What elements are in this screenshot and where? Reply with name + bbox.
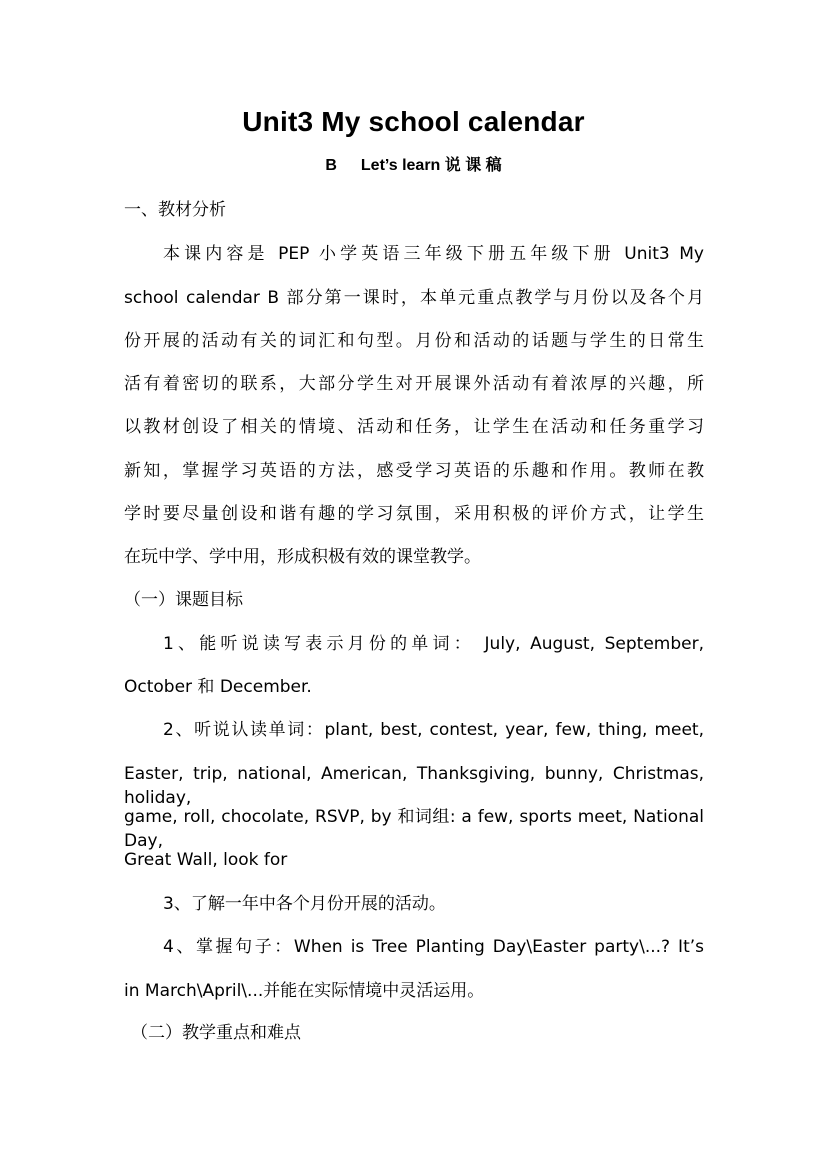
paragraph-line: 新知，掌握学习英语的方法，感受学习英语的乐趣和作用。教师在教 xyxy=(124,461,704,481)
paragraph-line: 份开展的活动有关的词汇和句型。月份和活动的话题与学生的日常生 xyxy=(124,331,704,351)
paragraph-line: school calendar B 部分第一课时，本单元重点教学与月份以及各个月 xyxy=(124,288,704,308)
goal-line: in March\April\...并能在实际情境中灵活运用。 xyxy=(124,981,485,1001)
document-subtitle xyxy=(0,154,827,178)
document-title: Unit3 My school calendar xyxy=(242,106,585,137)
goal-line: Great Wall, look for xyxy=(124,850,288,870)
section-heading-textbook-analysis: 一、教材分析 xyxy=(124,200,226,220)
subsection-heading-key-points: （二）教学重点和难点 xyxy=(131,1023,301,1043)
goal-line: 1、能听说读写表示月份的单词： July, August, September, xyxy=(163,634,704,654)
goal-line: Easter, trip, national, American, Thanksgiving, bunny, Christmas, holiday, xyxy=(124,764,704,808)
subtitle-part: B xyxy=(325,157,337,174)
paragraph-line: 以教材创设了相关的情境、活动和任务，让学生在活动和任务重学习 xyxy=(124,417,704,437)
goal-line: October 和 December. xyxy=(124,677,312,697)
paragraph-line: 在玩中学、学中用，形成积极有效的课堂教学。 xyxy=(124,547,481,567)
paragraph-line: 活有着密切的联系，大部分学生对开展课外活动有着浓厚的兴趣，所 xyxy=(124,374,704,394)
goal-line: 4、掌握句子：When is Tree Planting Day\Easter party\...? It’s xyxy=(163,937,704,957)
subsection-heading-goals: （一）课题目标 xyxy=(124,590,243,610)
paragraph-line: 学时要尽量创设和谐有趣的学习氛围，采用积极的评价方式，让学生 xyxy=(124,504,704,524)
subtitle-lesson: Let’s learn 说 课 稿 xyxy=(360,157,502,174)
goal-line: 2、听说认读单词：plant, best, contest, year, few, thing, meet, xyxy=(163,720,704,740)
paragraph-line: 本课内容是 PEP 小学英语三年级下册五年级下册 Unit3 My xyxy=(163,244,704,264)
goal-line: 3、了解一年中各个月份开展的活动。 xyxy=(163,894,446,914)
goal-line: game, roll, chocolate, RSVP, by 和词组: a few, sports meet, National Day, xyxy=(124,807,704,851)
